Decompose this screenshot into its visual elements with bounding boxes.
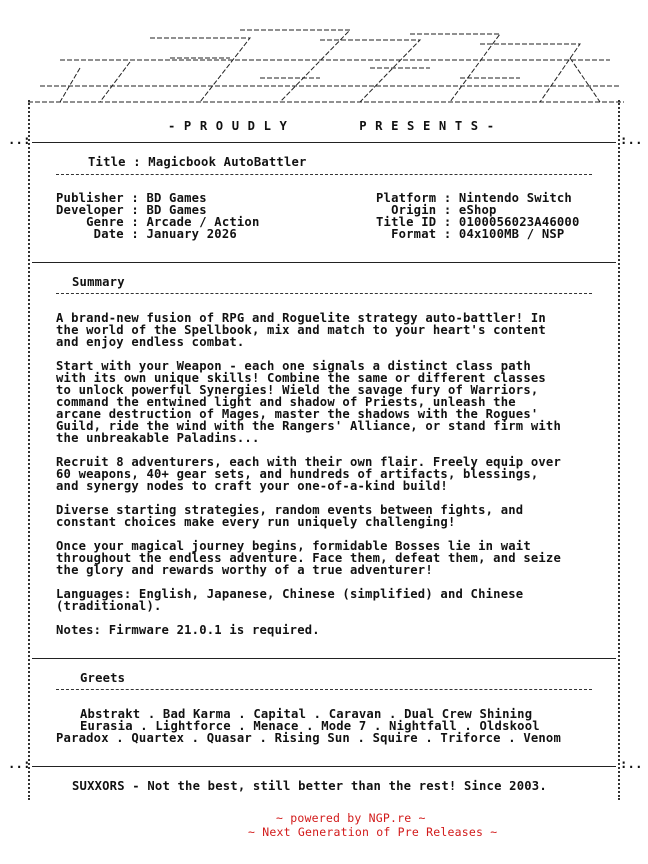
summary-paragraph: Notes: Firmware 21.0.1 is required. — [56, 623, 320, 637]
title-id-line: Title ID : 0100056023A46000 — [376, 215, 580, 229]
summary-paragraph: Recruit 8 adventurers, each with their own flair. Freely equip over 60 weapons, 40+ gear sets, and hundreds of artifacts, blessings, and synergy nodes to craft your one-of-a-kind build! — [56, 455, 562, 493]
right-corner-top: :.. — [620, 133, 643, 147]
origin-line: Origin : eShop — [376, 203, 497, 217]
publisher-line: Publisher : BD Games — [56, 191, 207, 205]
summary-paragraph: Start with your Weapon - each one signals a distinct class path with its own unique skills! Combine the same or different classes to unlock powerful Synergies! Wield the savage fury of Warriors, command the entwined light and shadow of Priests, unleash the arcane destruction of Mages, master the shadows with the Rogues' Guild, ride the wind with the Rangers' Alliance, or stand firm with the unbreakable Paladins... — [56, 359, 562, 445]
left-corner-top: ..: — [8, 133, 31, 147]
divider — [32, 142, 616, 143]
dashed-divider — [56, 689, 592, 690]
summary-paragraph: Languages: English, Japanese, Chinese (simplified) and Chinese (traditional). — [56, 587, 524, 613]
platform-line: Platform : Nintendo Switch — [376, 191, 572, 205]
summary-paragraph: Diverse starting strategies, random events between fights, and constant choices make every run uniquely challenging! — [56, 503, 524, 529]
greets-line: Paradox . Quartex . Quasar . Rising Sun . Squire . Triforce . Venom — [56, 731, 562, 745]
divider — [32, 262, 616, 263]
date-line: Date : January 2026 — [56, 227, 237, 241]
right-border — [618, 100, 620, 800]
summary-paragraph: A brand-new fusion of RPG and Roguelite strategy auto-battler! In the world of the Spellbook, mix and match to your heart's content and enjoy endless combat. — [56, 311, 546, 349]
developer-line: Developer : BD Games — [56, 203, 207, 217]
divider — [32, 658, 616, 659]
powered-by-link[interactable]: ~ powered by NGP.re ~ — [276, 811, 426, 825]
presents-banner: -PROUDLY PRESENTS- — [168, 119, 503, 133]
summary-heading: Summary — [72, 275, 125, 289]
next-gen-link[interactable]: ~ Next Generation of Pre Releases ~ — [248, 825, 498, 839]
title-line: Title : Magicbook AutoBattler — [88, 155, 307, 169]
left-border — [28, 100, 30, 800]
group-tagline: SUXXORS - Not the best, still better than the rest! Since 2003. — [72, 779, 547, 793]
summary-paragraph: Once your magical journey begins, formidable Bosses lie in wait throughout the endless adventure. Face them, defeat them, and seize the glory and rewards worthy of a true adventurer! — [56, 539, 562, 577]
greets-line: Eurasia . Lightforce . Menace . Mode 7 . Nightfall . Oldskool — [80, 719, 540, 733]
dashed-divider — [56, 293, 592, 294]
dashed-divider — [56, 174, 592, 175]
group-logo — [20, 18, 628, 110]
greets-line: Abstrakt . Bad Karma . Capital . Caravan . Dual Crew Shining — [80, 707, 533, 721]
format-line: Format : 04x100MB / NSP — [376, 227, 565, 241]
greets-heading: Greets — [80, 671, 126, 685]
genre-line: Genre : Arcade / Action — [56, 215, 260, 229]
left-corner-bottom: ..: — [8, 757, 31, 771]
divider — [32, 766, 616, 767]
right-corner-bottom: :.. — [620, 757, 643, 771]
